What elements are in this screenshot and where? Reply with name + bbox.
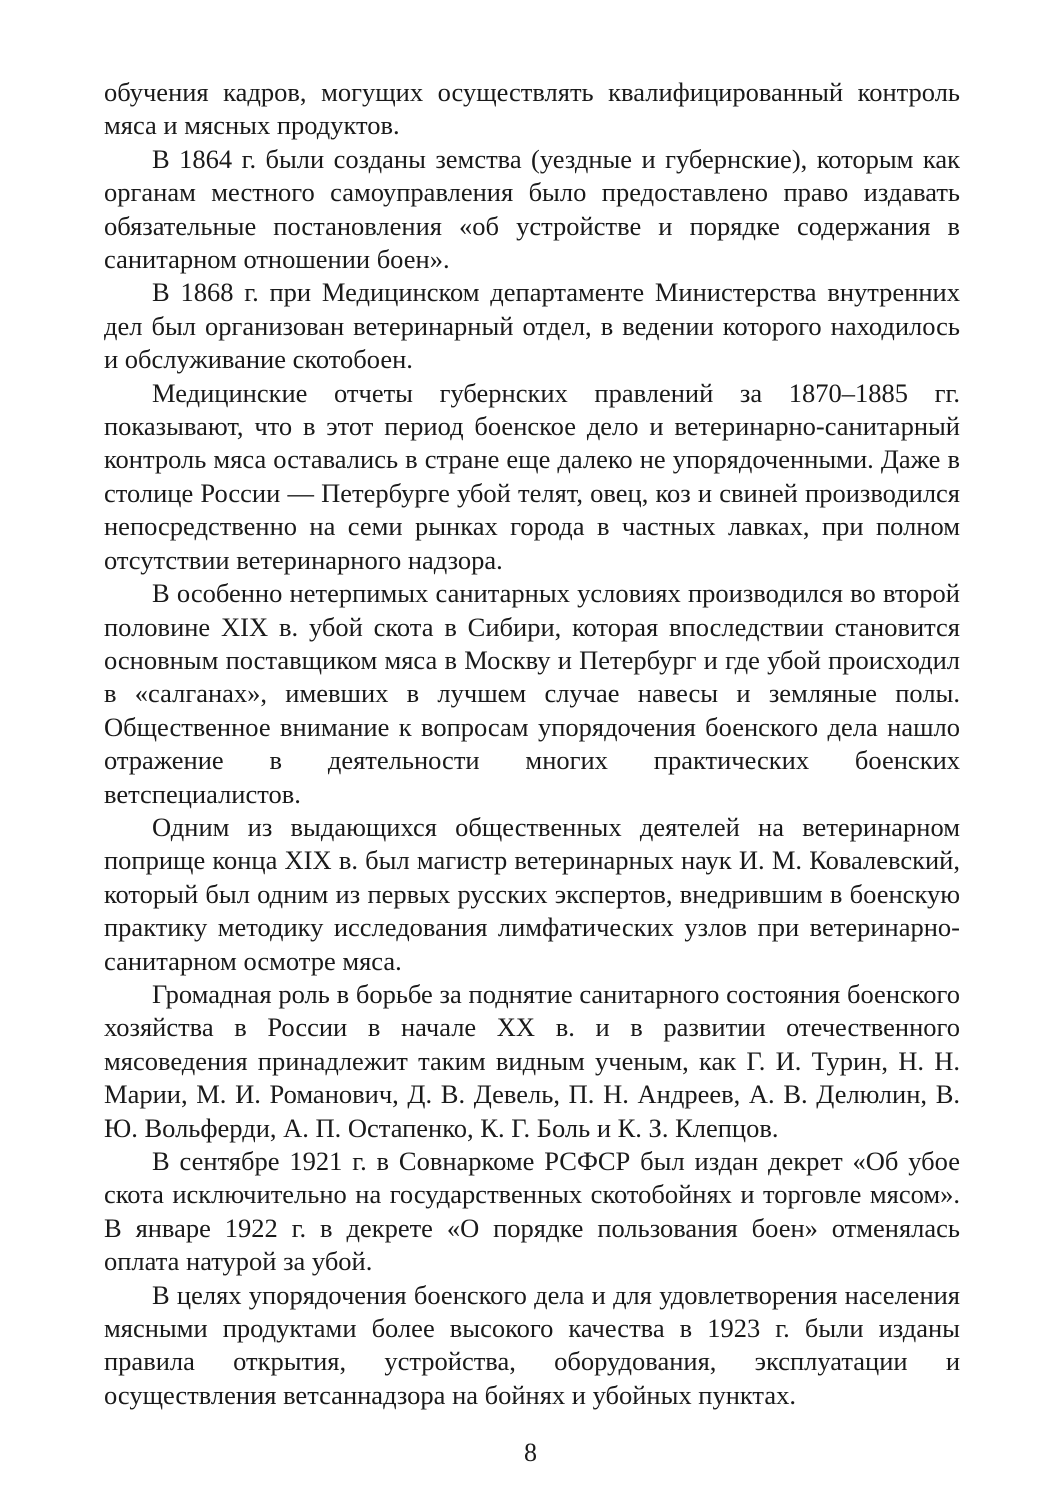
- paragraph-zemstva: В 1864 г. были созданы земства (уездные и губернские), которым как органам местного самоуправления было предоставлено право издавать обязательные постановления «об устройстве и порядке содержания в санитарном отношении боен».: [104, 143, 960, 275]
- paragraph-scientists: Громадная роль в борьбе за поднятие санитарного состояния боенского хозяйства в России в начале XX в. и в развитии отечественного мясоведения принадлежит таким видным ученым, как Г. И. Турин, Н. Н. Марии, М. И. Романович, Д. В. Девель, П. Н. Андреев, А. В. Делюлин, В. Ю. Вольферди, А. П. Остапенко, К. Г. Боль и К. З. Клепцов.: [104, 978, 960, 1143]
- paragraph-decree-1921: В сентябре 1921 г. в Совнаркоме РСФСР был издан декрет «Об убое скота исключительно на государственных скотобойнях и торговле мясом». В январе 1922 г. в декрете «О порядке пользования боен» отменялась оплата натурой за убой.: [104, 1146, 960, 1277]
- paragraph-medical-reports: Медицинские отчеты губернских правлений за 1870–1885 гг. показывают, что в этот период боенское дело и ветеринарно-санитарный контроль мяса оставались в стране еще далеко не упорядоченными. Даже в столице России — Петербурге убой телят, овец, коз и свиней производился непосредственно на семи рынках города в частных лавках, при полном отсутствии ветеринарного надзора.: [104, 377, 960, 575]
- paragraph-continuation: обучения кадров, могущих осуществлять квалифицированный контроль мяса и мясных продуктов.: [104, 77, 960, 141]
- paragraph-kovalevsky: Одним из выдающихся общественных деятелей на ветеринарном поприще конца XIX в. был магистр ветеринарных наук И. М. Ковалевский, который был одним из первых русских экспертов, внедрившим в боенскую практику методику исследования лимфатических узлов при ветеринарно-санитарном осмотре мяса.: [104, 811, 960, 976]
- paragraph-veterinary-department: В 1868 г. при Медицинском департаменте Министерства внутренних дел был организован ветеринарный отдел, в ведении которого находилось и обслуживание скотобоен.: [104, 277, 960, 375]
- paragraph-rules-1923: В целях упорядочения боенского дела и для удовлетворения населения мясными продуктами более высокого качества в 1923 г. были изданы правила открытия, устройства, оборудования, эксплуатации и осуществления ветсаннадзора на бойнях и убойных пунктах.: [104, 1279, 960, 1410]
- page-number: 8: [524, 1438, 537, 1467]
- body-text: [104, 76, 960, 1412]
- paragraph-siberia: В особенно нетерпимых санитарных условиях производился во второй половине XIX в. убой скота в Сибири, которая впоследствии становится основным поставщиком мяса в Москву и Петербург и где убой происходил в «салганах», имевших в лучшем случае навесы и земляные полы. Общественное внимание к вопросам упорядочения боенского дела нашло отражение в деятельности многих практических боенских ветспециалистов.: [104, 578, 960, 809]
